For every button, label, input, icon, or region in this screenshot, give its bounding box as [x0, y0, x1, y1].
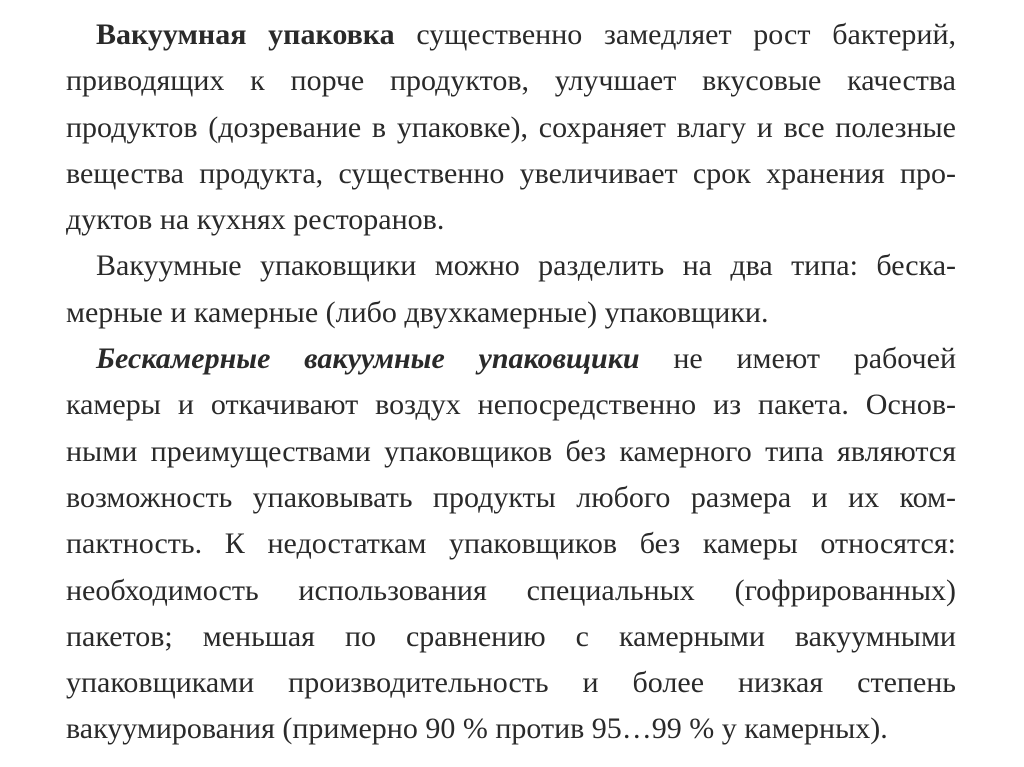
text-line: [66, 12, 956, 58]
text-line: продуктов (дозревание в упаковке), сохраняет влагу и все полезные: [66, 110, 956, 144]
text-span: не имеют рабочей: [639, 342, 956, 376]
paragraph-chamberless-packers: [66, 336, 956, 753]
term-vacuum-packaging: Вакуумная упаковка: [96, 18, 395, 51]
text-line: пакетов; меньшая по сравнению с камерными вакуумными: [66, 619, 956, 653]
text-line: упаковщиками производительность и более низкая степень: [66, 666, 956, 700]
text-line: вещества продукта, существенно увеличивает срок хранения про-: [66, 156, 956, 190]
text-line: пактность. К недостаткам упаковщиков без камеры относятся:: [66, 527, 956, 561]
text-line: Вакуумные упаковщики можно разделить на два типа: беска-: [96, 249, 956, 283]
text-span: существенно замедляет рост бактерий,: [394, 18, 956, 51]
document-page: [66, 12, 956, 753]
text-line: приводящих к порче продуктов, улучшает вкусовые качества: [66, 64, 956, 98]
text-line: ными преимуществами упаковщиков без камерного типа являются: [66, 434, 956, 468]
text-line: [66, 336, 956, 382]
text-line: мерные и камерные (либо двухкамерные) упаковщики.: [66, 295, 769, 329]
text-line: вакуумирования (примерно 90 % против 95…99 % у камерных).: [66, 712, 888, 746]
term-chamberless-packers: Бескамерные вакуумные упаковщики: [96, 342, 640, 376]
text-line: камеры и откачивают воздух непосредственно из пакета. Основ-: [66, 388, 956, 422]
paragraph-packer-types: [66, 243, 956, 336]
text-line: возможность упаковывать продукты любого размера и их ком-: [66, 480, 956, 514]
text-line: необходимость использования специальных (гофрированных): [66, 573, 956, 607]
text-line: дуктов на кухнях ресторанов.: [66, 203, 445, 237]
paragraph-vacuum-packaging: [66, 12, 956, 243]
